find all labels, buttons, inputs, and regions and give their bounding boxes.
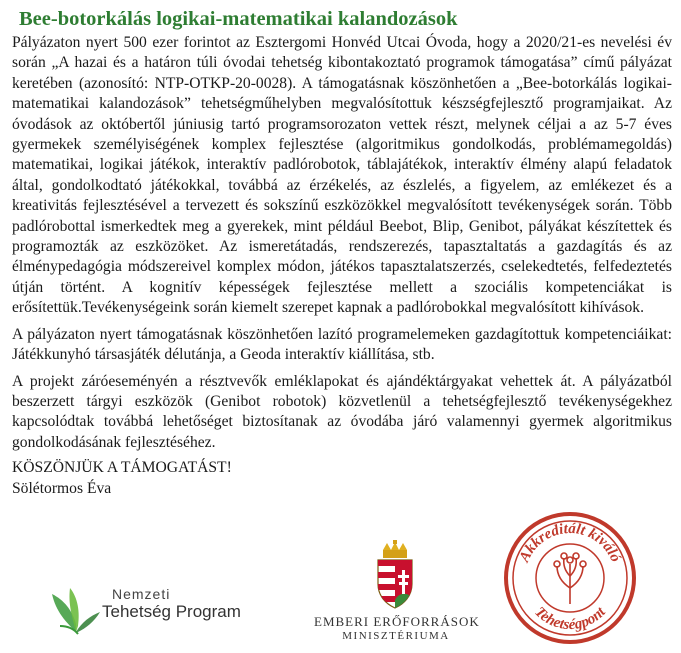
paragraph-programs: A pályázaton nyert támogatásnak köszönhetően lazító programelemeken gazdagítottuk kompetenciáikat: Játékkunyhó társasjáték délutánja, a Geoda interaktív kiállítása, stb. xyxy=(12,325,672,364)
seal-bottom-text: Tehetségpont xyxy=(531,604,609,634)
tehetsegpont-seal xyxy=(495,508,645,648)
ntp-line1: Nemzeti xyxy=(112,586,171,602)
thanks-line: KÖSZÖNJÜK A TÁMOGATÁST! xyxy=(12,459,232,477)
paragraph-intro: Pályázaton nyert 500 ezer forintot az Esztergomi Honvéd Utcai Óvoda, hogy a 2020/21-es nevelési év során „A hazai és a határon túli óvodai tehetség kibontakoztató programok támogatása” című pályázat keretében (azonosító: NTP-OTKP-20-0028). A támogatásnak köszönhetően a „Bee-botorkálás logikai-matematikai kalandozások” tehetségműhelyben megvalósítottuk készségfejlesztő programjaikat. Az óvodások az októbertől júniusig tartó programsorozaton vettek részt, melynek céljai a az 5-7 éves gyermekek személyiségének komplex fejlesztése (algoritmikus gondolkodás, problémamegoldás) matematikai, logikai játékok, interaktív padlórobotok, táblajátékok, interaktív élmény alapú feladatok által, gondolkodtató játékokkal, továbbá az érzékelés, az észlelés, a figyelem, az emlékezet és a kreativitás fejlesztésével a tervezett és sokszínű eszközökkel megvalósított tevékenységek során. Több padlórobottal ismerkedtek meg a gyerekek, mint például Beebot, Blip, Genibot, pályákat készítettek és programozták az eszközöket. Az ismeretátadás, rendszerezés, tapasztaltatás a gazdagítás és az élménypedagógia módszereivel komplex módon, játékos tapasztalatszerzés, cselekedtetés, felfedeztetés útján történt. A kognitív képességek fejlesztése mellett a szociális kompetenciákat is erősítettük.Tevékenységeink során kiemelt szerepet kapnak a padlórobokkal megvalósított kihívások. xyxy=(12,34,672,317)
emmi-line2: MINISZTÉRIUMA xyxy=(342,630,450,642)
ntp-line2: Tehetség Program xyxy=(102,602,241,621)
emmi-line1: EMBERI ERŐFORRÁSOK xyxy=(314,614,480,629)
seal-top-text: Akkreditált kiváló xyxy=(516,520,624,565)
paragraph-closing: A projekt záróeseményén a résztvevők emléklapokat és ajándéktárgyakat vehettek át. A pályázatból beszerzett tárgyi eszközök (Genibot robotok) közvetlenül a tehetségfejlesztő tevékenységekhez kapcsolódtak továbbá lehetőséget biztosítanak az óvodába járó valamennyi gyermek algoritmikus gondolkodásának fejlesztéséhez. xyxy=(12,372,672,451)
emmi-logo xyxy=(310,540,480,648)
article xyxy=(12,6,672,499)
article-title: Bee-botorkálás logikai-matematikai kalandozások xyxy=(19,8,458,30)
seal-icon xyxy=(495,508,645,648)
signature: Sölétormos Éva xyxy=(12,479,112,497)
ntp-logo xyxy=(46,580,256,640)
coat-of-arms-icon xyxy=(370,540,420,610)
butterfly-icon xyxy=(46,582,106,638)
